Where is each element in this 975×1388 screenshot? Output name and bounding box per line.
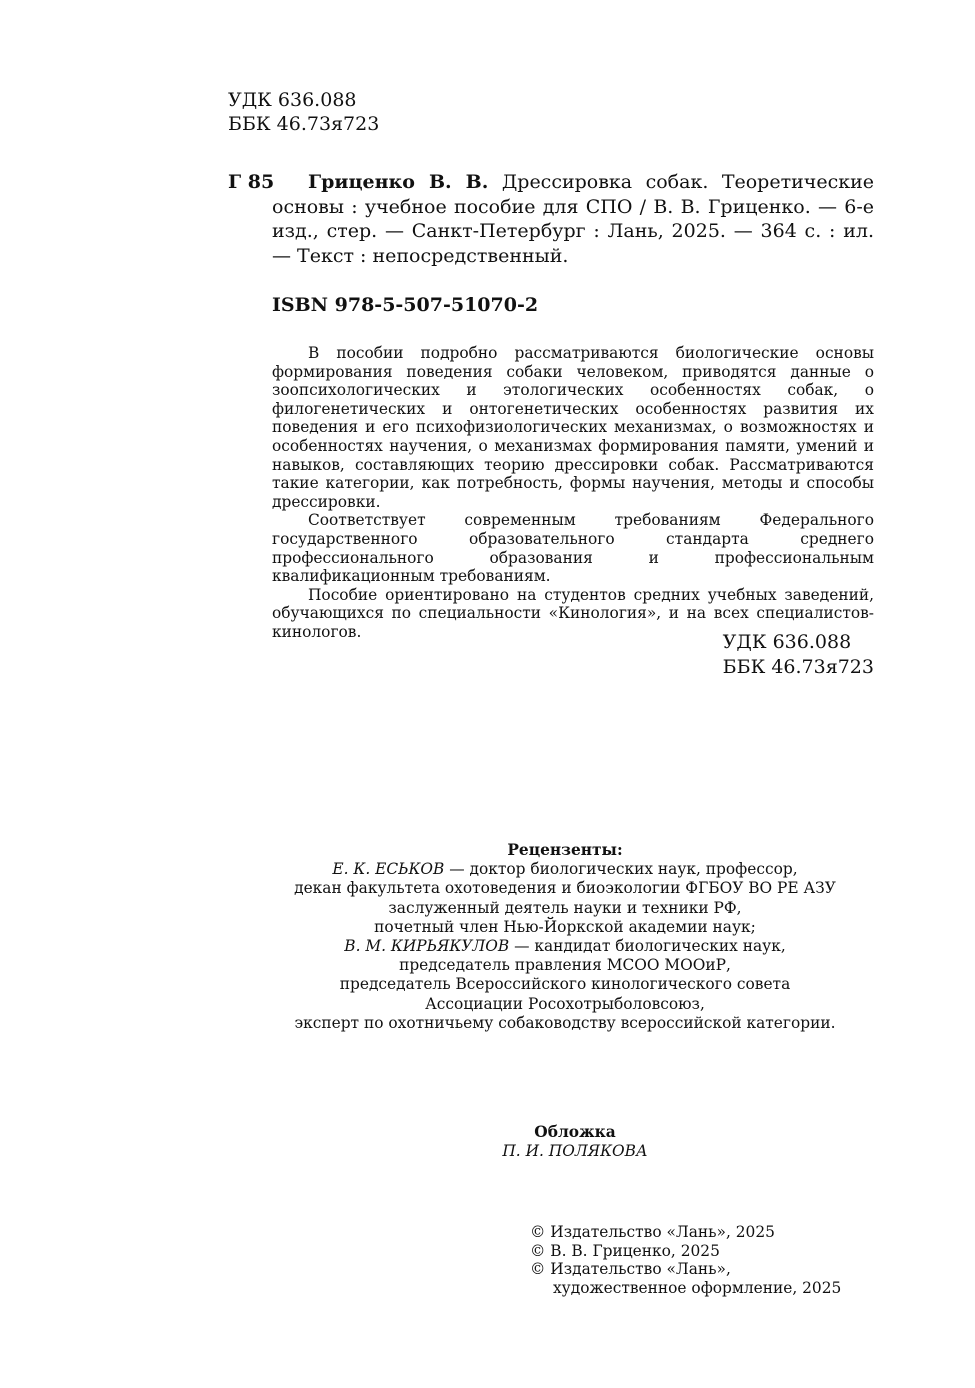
bibliographic-record xyxy=(272,170,874,268)
bbk-code: ББК 46.73я723 xyxy=(722,655,874,678)
reviewers-block xyxy=(230,841,900,1033)
cover-credit xyxy=(430,1123,720,1161)
copyright-line: © Издательство «Лань», 2025 xyxy=(530,1223,775,1241)
reviewer-name: Е. К. ЕСЬКОВ xyxy=(332,860,445,879)
isbn: ISBN 978-5-507-51070-2 xyxy=(272,294,539,316)
reviewer-name: В. М. КИРЬЯКУЛОВ xyxy=(344,937,510,956)
udk-code: УДК 636.088 xyxy=(228,89,357,111)
reviewer-line xyxy=(230,937,900,956)
reviewer-detail: — кандидат биологических наук, xyxy=(509,937,786,956)
author-sign: Г 85 xyxy=(228,171,275,193)
annotation xyxy=(272,344,874,642)
reviewer-line: почетный член Нью-Йоркской академии наук; xyxy=(374,917,756,936)
cover-heading: Обложка xyxy=(534,1123,616,1141)
reviewer-line: декан факультета охотоведения и биоэкологии ФГБОУ ВО РЕ АЗУ xyxy=(294,879,836,898)
classification-block-top xyxy=(228,88,379,136)
bibliographic-description: Дрессировка собак. Теоретические основы : учебное пособие для СПО / В. В. Гриценко. — 6-е изд., стер. — Санкт-Петербург : Лань, 2025. — 364 с. : ил. — Текст : непосредственный. xyxy=(272,171,874,267)
reviewer-line: эксперт по охотничьему собаководству всероссийской категории. xyxy=(294,1013,836,1032)
copyright-line: © Издательство «Лань», xyxy=(530,1260,731,1279)
reviewer-detail: — доктор биологических наук, профессор, xyxy=(444,860,798,879)
reviewers-heading: Рецензенты: xyxy=(507,841,623,859)
reviewer-line xyxy=(230,860,900,879)
udk-code: УДК 636.088 xyxy=(722,631,852,653)
reviewer-line: Ассоциации Росохотрыболовсоюз, xyxy=(425,994,705,1013)
reviewer-line: председатель Всероссийского кинологического совета xyxy=(339,975,791,994)
copyright-line: © В. В. Гриценко, 2025 xyxy=(530,1241,720,1260)
copyright-block xyxy=(530,1223,841,1297)
copyright-line: художественное оформление, 2025 xyxy=(553,1278,842,1297)
cover-designer-name: П. И. ПОЛЯКОВА xyxy=(502,1142,648,1161)
classification-block-bottom xyxy=(723,630,874,679)
bbk-code: ББК 46.73я723 xyxy=(228,113,380,135)
reviewer-line: председатель правления МСОО МООиР, xyxy=(399,956,731,975)
annotation-paragraph: Соответствует современным требованиям Федерального государственного образовательного стандарта среднего профессионального образования и профессиональным квалификационным требованиям. xyxy=(272,511,874,586)
annotation-paragraph: В пособии подробно рассматриваются биологические основы формирования поведения собаки человеком, приводятся данные о зоопсихологических и этологических особенностях собак, о филогенетических и онтогенетических особенностях развития их поведения и его психофизиологических механизмах, о возможностях и особенностях научения, о механизмах формирования памяти, умений и навыков, составляющих теорию дрессировки собак. Рассматриваются такие категории, как потребность, формы научения, методы и способы дрессировки. xyxy=(272,344,874,511)
author-name: Гриценко В. В. xyxy=(308,171,489,193)
reviewer-line: заслуженный деятель науки и техники РФ, xyxy=(388,898,742,917)
annotation-paragraph: Пособие ориентировано на студентов средних учебных заведений, обучающихся по специальности «Кинология», и на всех специалистов-кинологов. xyxy=(272,585,874,641)
